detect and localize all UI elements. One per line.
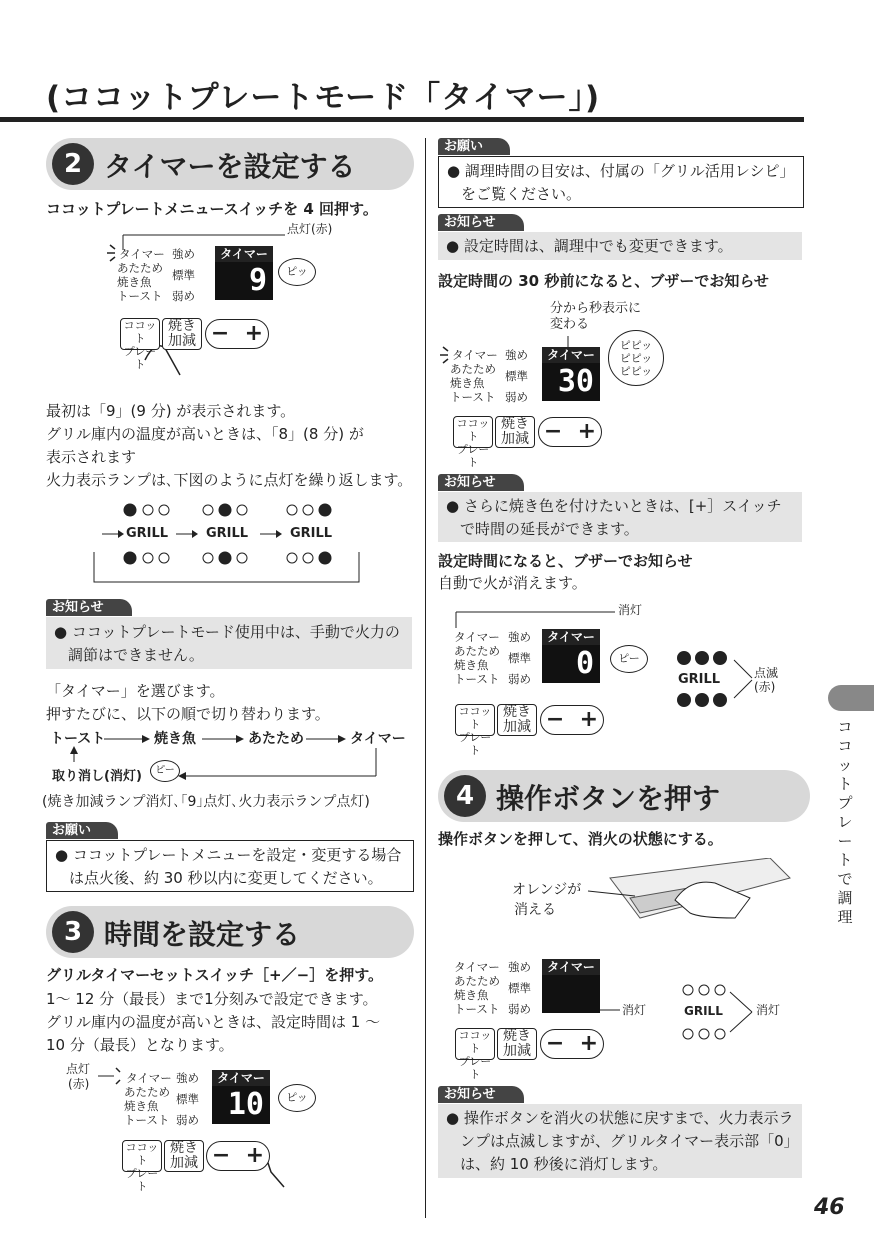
minus-plus-switch[interactable]: − + (205, 319, 269, 349)
panel-label-timer: タイマー (126, 1071, 172, 1085)
lcd-header: タイマー (542, 629, 600, 645)
change-note: 変わる (550, 317, 590, 332)
panel-label-yakizakana: 焼き魚 (450, 376, 485, 390)
panel-label-std: 標準 (172, 268, 195, 282)
minus-plus-switch[interactable]: − + (206, 1141, 270, 1171)
lcd-display-off (542, 975, 600, 1013)
grill-label: GRILL (684, 1004, 723, 1018)
panel-label-yakizakana: 焼き魚 (124, 1099, 159, 1113)
panel-label-strong: 強め (176, 1071, 199, 1085)
para-line: グリル庫内の温度が高いときは、「8」(8 分) が (46, 425, 364, 443)
cycle-atatame: あたため (248, 731, 304, 747)
step-number: 4 (444, 775, 486, 817)
step-4-header (438, 770, 810, 822)
beep-bubble: ピー (610, 645, 648, 673)
off-label: 消灯 (618, 603, 643, 617)
panel-label-strong: 強め (508, 960, 531, 974)
cocotte-plate-button[interactable]: ココット プレート (455, 704, 495, 736)
panel-label-atatame: あたため (454, 644, 500, 658)
panel-label-strong: 強め (505, 348, 528, 362)
cocotte-plate-button[interactable]: ココット プレート (120, 318, 160, 350)
panel-label-timer: タイマー (119, 247, 165, 261)
lcd-display: 0 (542, 645, 600, 683)
notice-text: 調節はできません。 (68, 646, 204, 664)
lcd-header: タイマー (212, 1070, 270, 1086)
step-3-instruction: グリルタイマーセットスイッチ［+／−］を押す。 (46, 966, 383, 984)
request-text: ● ココットプレートメニューを設定・変更する場合 (55, 846, 402, 864)
panel-label-weak: 弱め (505, 390, 528, 404)
cocotte-plate-button[interactable]: ココット プレート (453, 416, 493, 448)
off-label: 消灯 (622, 1003, 647, 1017)
panel-label-weak: 弱め (508, 1002, 531, 1016)
minus-plus-switch[interactable]: − + (540, 705, 604, 735)
title-rule (0, 117, 804, 122)
panel-label-weak: 弱め (508, 672, 531, 686)
notice-text: ● さらに焼き色を付けたいときは、[+］スイッチ (446, 497, 782, 515)
control-panel-end (450, 600, 800, 757)
panel-label-weak: 弱め (172, 289, 195, 303)
notice-tag: お知らせ (438, 474, 524, 491)
control-panel-step3 (66, 1062, 356, 1192)
notice-box (438, 492, 802, 542)
buzz-set-heading: 設定時間になると、ブザーでお知らせ (438, 552, 693, 570)
minus-plus-switch[interactable]: − + (538, 417, 602, 447)
lamp-note: (赤) (68, 1077, 90, 1091)
off-label: 消灯 (756, 1003, 781, 1017)
para-line: 10 分（最長）となります。 (46, 1036, 234, 1054)
notice-box (438, 232, 802, 260)
orange-note: 消える (514, 902, 556, 918)
panel-label-weak: 弱め (176, 1113, 199, 1127)
beep-bubble: ピッ (278, 1084, 316, 1112)
step-3-header (46, 906, 414, 958)
cycle-note: (焼き加減ランプ消灯､｢9｣点灯､火力表示ランプ点灯) (42, 794, 370, 810)
request-tag: お願い (46, 822, 118, 839)
para-line: 1〜 12 分（最長）まで1分刻みで設定できます。 (46, 990, 378, 1008)
operation-button-illustration (500, 858, 800, 938)
cocotte-plate-button[interactable]: ココット プレート (455, 1028, 495, 1060)
control-panel-off (450, 958, 800, 1081)
step-heading: 時間を設定する (104, 918, 301, 951)
yaki-kagen-button[interactable]: 焼き 加減 (495, 416, 535, 448)
cycle-toast: トースト (50, 731, 106, 747)
notice-text: ● 操作ボタンを消火の状態に戻すまで、火力表示ラ (446, 1109, 794, 1127)
orange-note: オレンジが (512, 882, 582, 898)
notice-text: で時間の延長ができます。 (460, 520, 639, 538)
pipi-bubble: ピピッ ピピッ ピピッ (608, 330, 664, 386)
request-box (46, 840, 414, 892)
blink-label: (赤) (754, 680, 776, 694)
notice-tag: お知らせ (46, 599, 132, 616)
side-tab-marker (828, 685, 874, 711)
step-2-instruction: ココットプレートメニュースイッチを 4 回押す。 (46, 200, 378, 218)
control-panel-30sec (438, 298, 698, 469)
page-number: 46 (814, 1195, 845, 1220)
auto-off-text: 自動で火が消えます。 (438, 574, 587, 592)
panel-label-toast: トースト (454, 1002, 500, 1016)
lamp-lit-note: 点灯(赤) (287, 222, 333, 236)
lcd-display: 30 (542, 363, 600, 401)
para-line: 火力表示ランプは､下図のように点灯を繰り返します。 (46, 471, 413, 489)
mode-cycle-diagram (46, 728, 416, 788)
panel-label-atatame: あたため (117, 261, 163, 275)
grill-label: GRILL (678, 672, 721, 687)
panel-label-atatame: あたため (454, 974, 500, 988)
para-line: 最初は「9」(9 分) が表示されます。 (46, 402, 296, 420)
lcd-header: タイマー (215, 246, 273, 262)
notice-text: ● ココットプレートモード使用中は、手動で火力の (54, 623, 400, 641)
panel-label-timer: タイマー (452, 348, 498, 362)
page-title: (ココットプレートモード「タイマー」) (46, 80, 601, 116)
panel-label-std: 標準 (505, 369, 528, 383)
buzz-30-heading: 設定時間の 30 秒前になると、ブザーでお知らせ (438, 272, 769, 290)
panel-label-toast: トースト (450, 390, 496, 404)
para-line: 表示されます (46, 448, 137, 466)
cycle-timer: タイマー (350, 731, 406, 747)
step-heading: 操作ボタンを押す (496, 782, 721, 815)
panel-label-strong: 強め (172, 247, 195, 261)
notice-tag: お知らせ (438, 214, 524, 231)
step-heading: タイマーを設定する (104, 150, 356, 183)
panel-label-yakizakana: 焼き魚 (454, 658, 489, 672)
notice-text: は、約 10 秒後に消灯します。 (460, 1155, 668, 1173)
yaki-kagen-button[interactable]: 焼き 加減 (497, 1028, 537, 1060)
change-note: 分から秒表示に (550, 301, 642, 316)
notice-tag: お知らせ (438, 1086, 524, 1103)
panel-lines (450, 958, 800, 1078)
grill-label: GRILL (206, 526, 249, 541)
panel-label-atatame: あたため (450, 362, 496, 376)
lcd-display: 9 (215, 262, 273, 300)
notice-box (438, 1104, 802, 1178)
cancel-beep-bubble: ピー (150, 760, 180, 782)
grill-label: GRILL (290, 526, 333, 541)
cycle-yakizakana: 焼き魚 (154, 731, 196, 747)
lcd-header: タイマー (542, 347, 600, 363)
panel-label-strong: 強め (508, 630, 531, 644)
panel-label-toast: トースト (117, 289, 163, 303)
step-4-instruction: 操作ボタンを押して、消火の状態にする。 (438, 830, 723, 848)
lamp-note: 点灯 (66, 1062, 91, 1076)
panel-label-toast: トースト (124, 1113, 170, 1127)
request-tag: お願い (438, 138, 510, 155)
step-number: 3 (52, 911, 94, 953)
notice-text: ● 設定時間は、調理中でも変更できます。 (446, 237, 733, 255)
request-text: をご覧ください。 (461, 185, 582, 203)
panel-label-atatame: あたため (124, 1085, 170, 1099)
notice-text: ンプは点滅しますが、グリルタイマー表示部「0」 (460, 1132, 799, 1150)
panel-label-toast: トースト (454, 672, 500, 686)
column-divider (425, 138, 426, 1218)
panel-label-std: 標準 (176, 1092, 199, 1106)
panel-lines (66, 1062, 356, 1192)
select-para: 「タイマー」を選びます。 (46, 682, 225, 700)
notice-box (46, 617, 412, 669)
panel-label-std: 標準 (508, 651, 531, 665)
select-para: 押すたびに、以下の順で切り替わります。 (46, 705, 330, 723)
panel-label-yakizakana: 焼き魚 (454, 988, 489, 1002)
request-text: ● 調理時間の目安は、付属の「グリル活用レシピ」 (447, 162, 795, 180)
step-2-header (46, 138, 414, 190)
cocotte-plate-button[interactable]: ココット プレート (122, 1140, 162, 1172)
lcd-header: タイマー (542, 959, 600, 975)
request-text: は点火後、約 30 秒以内に変更してください。 (69, 869, 383, 887)
minus-plus-switch[interactable]: − + (540, 1029, 604, 1059)
flame-cycle-diagram (92, 492, 362, 584)
panel-label-timer: タイマー (454, 960, 500, 974)
yaki-kagen-button[interactable]: 焼き 加減 (497, 704, 537, 736)
panel-label-timer: タイマー (454, 630, 500, 644)
beep-bubble: ピッ (278, 258, 316, 286)
control-panel-step2 (105, 220, 345, 380)
para-line: グリル庫内の温度が高いときは、設定時間は 1 〜 (46, 1013, 381, 1031)
panel-label-yakizakana: 焼き魚 (117, 275, 152, 289)
yaki-kagen-button[interactable]: 焼き 加減 (162, 318, 202, 350)
yaki-kagen-button[interactable]: 焼き 加減 (164, 1140, 204, 1172)
cycle-cancel: 取り消し(消灯) (52, 769, 142, 784)
grill-label: GRILL (126, 526, 169, 541)
step-number: 2 (52, 143, 94, 185)
panel-label-std: 標準 (508, 981, 531, 995)
lcd-display: 10 (212, 1086, 270, 1124)
blink-label: 点滅 (754, 666, 779, 680)
request-box (438, 156, 804, 208)
side-tab-text: ココットプレートで調理 (837, 718, 853, 926)
